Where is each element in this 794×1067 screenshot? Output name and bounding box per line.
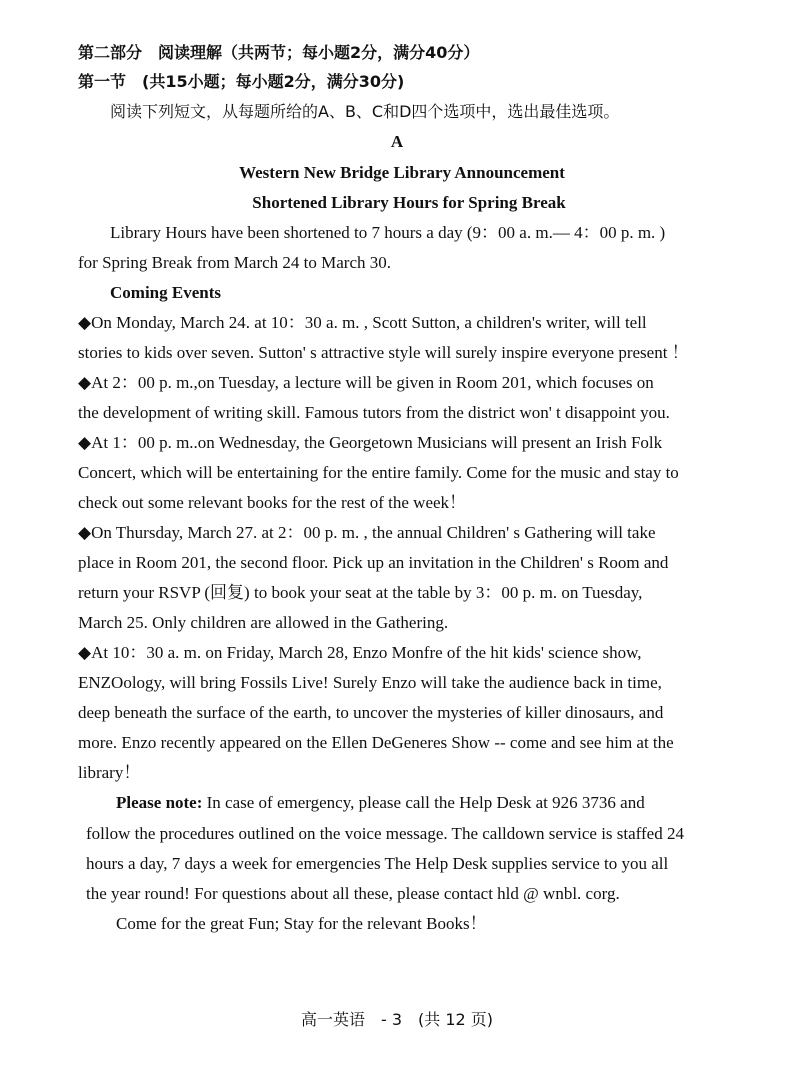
events-heading: Coming Events	[110, 283, 221, 302]
event-line: ◆At 2：00 p. m.,on Tuesday, a lecture will be given in Room 201, which focuses on	[78, 373, 654, 392]
hours-line-1: Library Hours have been shortened to 7 hours a day (9：00 a. m.— 4：00 p. m. )	[110, 223, 666, 242]
note-line: hours a day, 7 days a week for emergencies The Help Desk supplies service to you all	[86, 854, 669, 873]
note-first-line	[116, 792, 736, 814]
passage-title: Western New Bridge Library Announcement	[239, 163, 565, 182]
instruction-text: 阅读下列短文，从每题所给的A、B、C和D四个选项中，选出最佳选项。	[110, 102, 620, 121]
note-text: In case of emergency, please call the Help Desk at 926 3736 and	[202, 793, 645, 812]
event-line: ◆At 1：00 p. m..on Wednesday, the Georgetown Musicians will present an Irish Folk	[78, 433, 663, 452]
event-line: ◆On Thursday, March 27. at 2：00 p. m. , the annual Children' s Gathering will take	[78, 523, 656, 542]
hours-line-2: for Spring Break from March 24 to March 30.	[78, 253, 392, 272]
note-line: the year round! For questions about all these, please contact hld @ wnbl. corg.	[86, 884, 620, 903]
note-label: Please note:	[116, 793, 203, 812]
page-footer: 高一英语 - 3 (共 12 页)	[300, 1010, 494, 1029]
note-line: follow the procedures outlined on the voice message. The calldown service is staffed 24	[86, 824, 684, 843]
event-line: library！	[78, 763, 141, 782]
event-line: March 25. Only children are allowed in the Gathering.	[78, 613, 449, 632]
section-title: 第一节 (共15小题；每小题2分，满分30分)	[78, 72, 405, 91]
event-line: ◆At 10：30 a. m. on Friday, March 28, Enzo Monfre of the hit kids' science show,	[78, 643, 642, 662]
event-line: deep beneath the surface of the earth, to uncover the mysteries of killer dinosaurs, and	[78, 703, 664, 722]
event-line: return your RSVP (回复) to book your seat at the table by 3：00 p. m. on Tuesday,	[78, 583, 643, 602]
event-line: place in Room 201, the second floor. Pick up an invitation in the Children' s Room and	[78, 553, 669, 572]
passage-subtitle: Shortened Library Hours for Spring Break	[252, 193, 566, 212]
event-line: ENZOology, will bring Fossils Live! Surely Enzo will take the audience back in time,	[78, 673, 662, 692]
event-line: Concert, which will be entertaining for the entire family. Come for the music and stay to	[78, 463, 679, 482]
closing-line: Come for the great Fun; Stay for the relevant Books！	[116, 914, 487, 933]
event-line: check out some relevant books for the rest of the week！	[78, 493, 467, 512]
event-line: the development of writing skill. Famous tutors from the district won' t disappoint you.	[78, 403, 670, 422]
passage-letter: A	[390, 132, 404, 151]
event-line: stories to kids over seven. Sutton' s attractive style will surely inspire everyone present ！	[78, 343, 689, 362]
event-line: more. Enzo recently appeared on the Ellen DeGeneres Show -- come and see him at the	[78, 733, 674, 752]
part-title: 第二部分 阅读理解（共两节；每小题2分，满分40分）	[78, 43, 480, 62]
event-line: ◆On Monday, March 24. at 10：30 a. m. , Scott Sutton, a children's writer, will tell	[78, 313, 647, 332]
